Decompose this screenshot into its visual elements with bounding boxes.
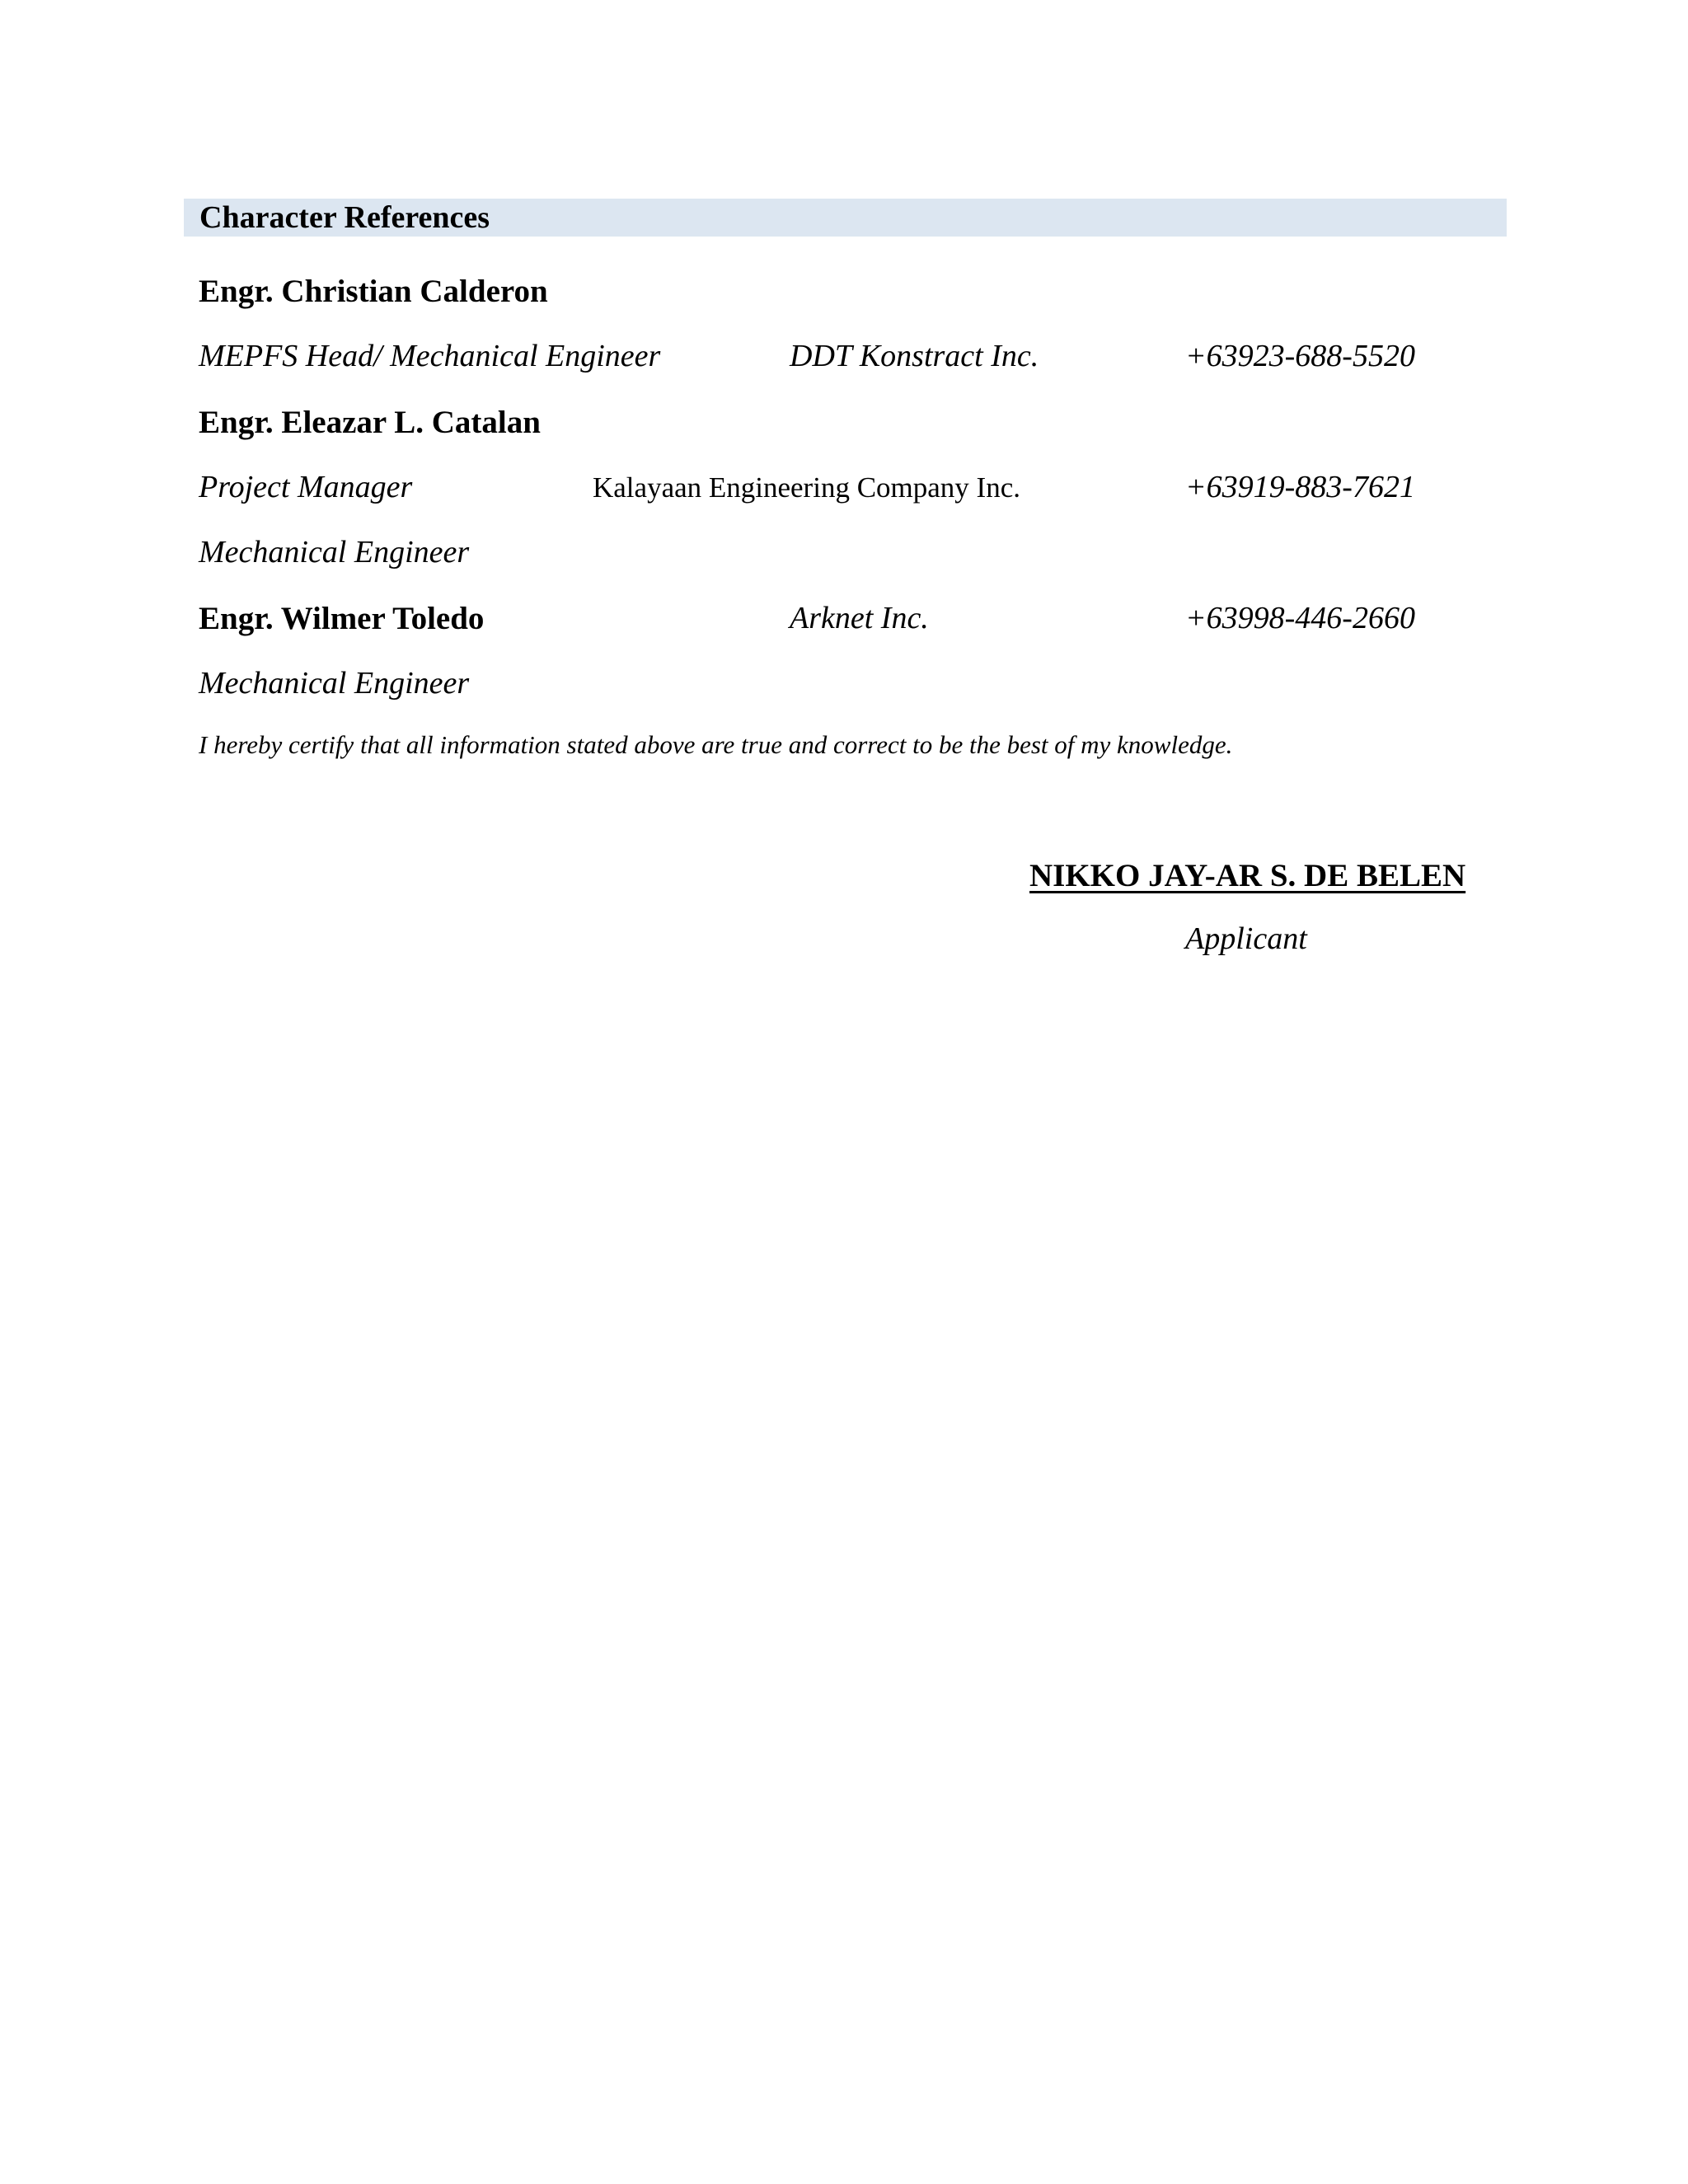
reference-name-3: Engr. Wilmer Toledo xyxy=(199,601,485,636)
reference-company-1: DDT Konstract Inc. xyxy=(790,339,1039,373)
reference-phone-1: +63923-688-5520 xyxy=(1185,339,1415,373)
reference-position-1: MEPFS Head/ Mechanical Engineer xyxy=(199,339,661,373)
certification-statement: I hereby certify that all information stated above are true and correct to be the best of my knowledge. xyxy=(199,730,1233,759)
reference-phone-3: +63998-446-2660 xyxy=(1185,601,1415,635)
reference-position-2-secondary: Mechanical Engineer xyxy=(199,535,470,569)
reference-position-2: Project Manager xyxy=(199,470,413,504)
applicant-name: NIKKO JAY-AR S. DE BELEN xyxy=(1029,858,1466,893)
section-header-bar xyxy=(184,199,1507,237)
reference-company-2: Kalayaan Engineering Company Inc. xyxy=(593,471,1020,504)
reference-name-2: Engr. Eleazar L. Catalan xyxy=(199,405,541,440)
reference-name-1: Engr. Christian Calderon xyxy=(199,274,548,309)
section-title: Character References xyxy=(199,200,490,235)
applicant-role: Applicant xyxy=(1185,921,1307,956)
reference-company-3: Arknet Inc. xyxy=(790,601,929,635)
reference-phone-2: +63919-883-7621 xyxy=(1185,470,1415,504)
reference-position-3: Mechanical Engineer xyxy=(199,666,470,701)
